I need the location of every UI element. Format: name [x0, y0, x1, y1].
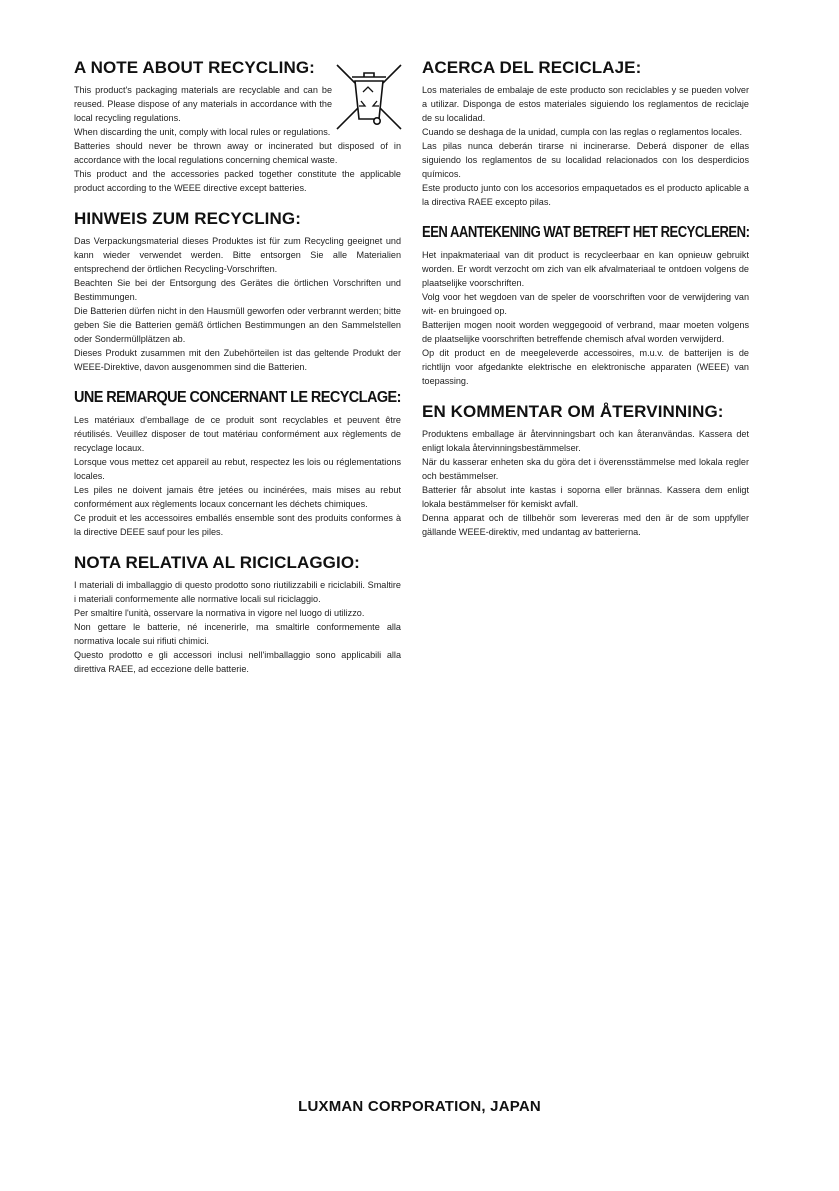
paragraph: I materiali di imballaggio di questo prodotto sono riutilizzabili e riciclabili. Smaltire i materiali conformemente alle normative locali sul riciclaggio. — [74, 580, 401, 604]
section-title: EN KOMMENTAR OM ÅTERVINNING: — [422, 402, 724, 421]
paragraph: Los materiales de embalaje de este producto son reciclables y se pueden volver a utilizar. Disponga de estos materiales siguiendo los reglamentos de reciclaje de su localidad. — [422, 85, 749, 123]
section-swedish — [422, 402, 749, 539]
paragraph: Die Batterien dürfen nicht in den Hausmüll geworfen oder verbrannt werden; bitte geben Sie die Batterien gemäß örtlichen Bestimmungen an den Sammelstellen oder Sondermüllplätzen ab. — [74, 306, 401, 344]
paragraph: Questo prodotto e gli accessori inclusi nell'imballaggio sono applicabili alla direttiva RAEE, ad eccezione delle batterie. — [74, 650, 401, 674]
section-french — [74, 388, 401, 539]
section-italian — [74, 553, 401, 676]
paragraph: Les piles ne doivent jamais être jetées ou incinérées, mais mises au rebut conformément aux règlements locaux concernant les déchets chimiques. — [74, 485, 401, 509]
company-name: LUXMAN CORPORATION, JAPAN — [298, 1098, 541, 1115]
paragraph: Per smaltire l'unità, osservare la normativa in vigore nel luogo di utilizzo. — [74, 608, 365, 618]
section-title: HINWEIS ZUM RECYCLING: — [74, 209, 301, 228]
paragraph: Het inpakmateriaal van dit product is recycleerbaar en kan opnieuw gebruikt worden. Er wordt verzocht om zich van elk afvalmateriaal te ontdoen volgens de plaatselijke voorschriften. — [422, 250, 749, 288]
section-title: UNE REMARQUE CONCERNANT LE RECYCLAGE: — [74, 389, 401, 406]
paragraph: Non gettare le batterie, né incenerirle, ma smaltirle conformemente alla normativa locale sui rifiuti chimici. — [74, 622, 401, 646]
paragraph: Volg voor het wegdoen van de speler de voorschriften voor de verwijdering van wit- en bruingoed op. — [422, 292, 749, 316]
paragraph: Denna apparat och de tillbehör som levereras med den är de som uppfyller gällande WEEE-direktiv, med undantag av batterierna. — [422, 513, 749, 537]
paragraph: This product's packaging materials are recyclable and can be reused. Please dispose of any materials in accordance with the local recycling regulations. — [74, 85, 332, 123]
paragraph: When discarding the unit, comply with local rules or regulations. — [74, 127, 331, 137]
paragraph: Las pilas nunca deberán tirarse ni incinerarse. Deberá disponer de ellas siguiendo los reglamentos de su localidad relacionados con los desperdicios químicos. — [422, 141, 749, 179]
section-title: ACERCA DEL RECICLAJE: — [422, 58, 642, 77]
paragraph: Produktens emballage är återvinningsbart och kan återanvändas. Kassera det enligt lokala återvinningsbestämmelser. — [422, 429, 749, 453]
paragraph: Ce produit et les accessoires emballés ensemble sont des produits conformes à la directive DEEE sauf pour les piles. — [74, 513, 401, 537]
paragraph: När du kasserar enheten ska du göra det i överensstämmelse med lokala regler och bestämmelser. — [422, 457, 749, 481]
paragraph: Batterijen mogen nooit worden weggegooid of verbrand, maar moeten volgens de plaatselijke voorschriften betreffende chemisch afval worden verwijderd. — [422, 320, 749, 344]
left-column — [74, 58, 401, 690]
paragraph: Batterier får absolut inte kastas i soporna eller brännas. Kassera dem enligt lokala bestämmelser för kemiskt avfall. — [422, 485, 749, 509]
section-spanish — [422, 58, 749, 209]
paragraph: This product and the accessories packed together constitute the applicable product according to the WEEE directive except batteries. — [74, 169, 401, 193]
section-german — [74, 209, 401, 374]
section-dutch — [422, 223, 749, 388]
paragraph: Op dit product en de meegeleverde accessoires, m.u.v. de batterijen is de richtlijn voor afgedankte elektrische en elektronische apparaten (WEEE) van toepassing. — [422, 348, 749, 386]
paragraph: Dieses Produkt zusammen mit den Zubehörteilen ist das geltende Produkt der WEEE-Direktive, davon ausgenommen sind die Batterien. — [74, 348, 401, 372]
section-title: NOTA RELATIVA AL RICICLAGGIO: — [74, 553, 360, 572]
section-title: EEN AANTEKENING WAT BETREFT HET RECYCLEREN: — [422, 224, 750, 241]
paragraph: Das Verpackungsmaterial dieses Produktes ist für zum Recycling geeignet und kann wieder verwendet werden. Bitte entsorgen Sie alle Materialien entsprechend der örtlichen Recycling-Vorschriften. — [74, 236, 401, 274]
paragraph: Lorsque vous mettez cet appareil au rebut, respectez les lois ou réglementations locales. — [74, 457, 401, 481]
paragraph: Este producto junto con los accesorios empaquetados es el producto aplicable a la directiva RAEE excepto pilas. — [422, 183, 749, 207]
paragraph: Cuando se deshaga de la unidad, cumpla con las reglas o reglamentos locales. — [422, 127, 742, 137]
paragraph: Batteries should never be thrown away or incinerated but disposed of in accordance with the local regulations concerning chemical waste. — [74, 141, 401, 165]
paragraph: Beachten Sie bei der Entsorgung des Gerätes die örtlichen Vorschriften und Bestimmungen. — [74, 278, 401, 302]
section-english — [74, 58, 401, 195]
paragraph: Les matériaux d'emballage de ce produit sont recyclables et peuvent être réutilisés. Veuillez disposer de tout matériau conformément aux règlements de recyclage locaux. — [74, 415, 401, 453]
section-title: A NOTE ABOUT RECYCLING: — [74, 58, 315, 77]
right-column — [422, 58, 749, 553]
